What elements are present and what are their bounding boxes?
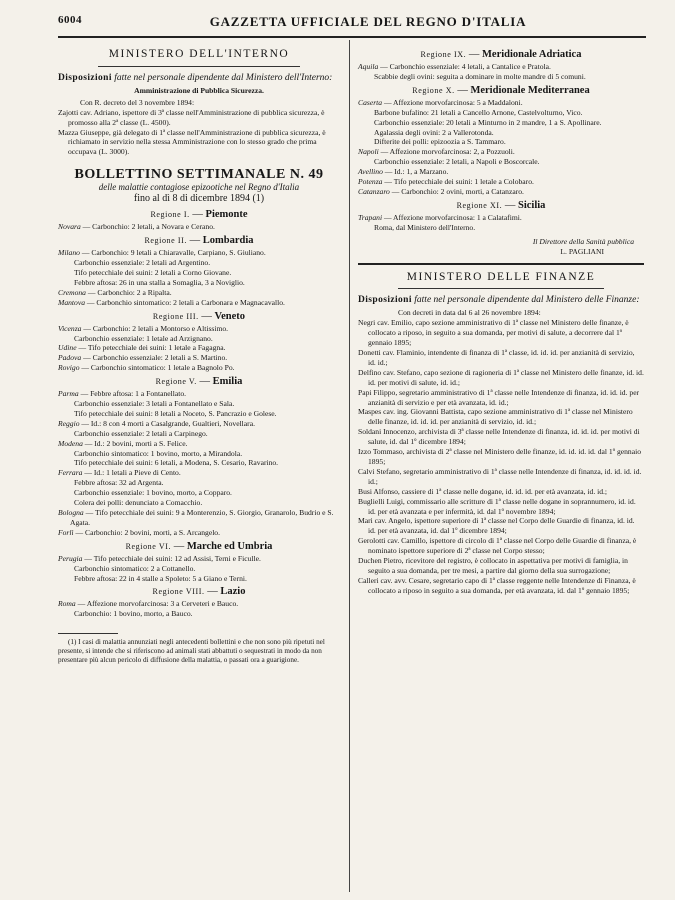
- disposizioni-heading: Disposizioni fatte nel personale dipendente dal Ministero dell'Interno:: [58, 72, 333, 83]
- region-heading: Regione XI. — Sicilia: [456, 199, 546, 211]
- admin-title: Amministrazione di Pubblica Sicurezza.: [134, 85, 264, 95]
- province-subentry: Carbonchio essenziale: 20 letali a Minturno in 2 mandre, 1 a S. Apollinare.: [374, 117, 602, 127]
- ministry-interno-heading: MINISTERO DELL'INTERNO: [108, 48, 290, 60]
- right-regions: [358, 49, 644, 233]
- bulletin-date: fino al dì 8 di dicembre 1894 (1): [133, 193, 265, 205]
- gazette-page: [58, 10, 646, 890]
- ministry-finanze-heading: MINISTERO DELLE FINANZE: [406, 270, 596, 283]
- province-entry: Vicenza — Carbonchio: 2 letali a Montorso e Altissimo.: [58, 323, 229, 333]
- disposizioni-finanze-heading: Disposizioni fatte nel personale dipendente dal Ministero delle Finanze:: [358, 295, 640, 306]
- province-subentry: Febbre aftosa: 26 in una stalla a Somaglia, 3 a Noviglio.: [74, 277, 245, 287]
- region-heading: Regione VIII. — Lazio: [152, 586, 246, 598]
- province-entry: Rovigo — Carbonchio sintomatico: 1 letale a Bagnolo Po.: [58, 363, 235, 373]
- province-subentry: Tifo petecchiale dei suini: 2 letali a Corno Giovane.: [74, 267, 232, 277]
- province-entry: Milano — Carbonchio: 9 letali a Chiaravalle, Carpiano, S. Giuliano.: [58, 248, 266, 258]
- region-heading: Regione I. — Piemonte: [150, 209, 248, 221]
- province-subentry: Scabbie degli ovini: seguita a dominare in molte mandre di 5 comuni.: [374, 71, 586, 81]
- finance-entry: Izzo Tommaso, archivista di 2ª classe nel Ministero delle finanze, id. id. id. id. dal 1º gennaio 1895;: [358, 447, 641, 466]
- province-entry: Ferrara — Id.: 1 letali a Pieve di Cento.: [58, 468, 181, 478]
- province-subentry: Febbre aftosa: 32 ad Argenta.: [74, 478, 164, 488]
- province-entry: Cremona — Carbonchio: 2 a Ripalta.: [58, 287, 172, 297]
- province-entry: Perugia — Tifo petecchiale dei suini: 12 ad Assisi, Terni e Ficulle.: [58, 553, 261, 563]
- right-column: [358, 46, 644, 596]
- finance-entry: Duchen Pietro, ricevitore del registro, è collocato in aspettativa per motivi di famiglia, in seguito a sua domanda, per tre mesi, a partire dal giorno della sua surrogazione;: [358, 556, 628, 575]
- province-subentry: Carbonchio essenziale: 2 letali ad Argentino.: [74, 258, 211, 268]
- page-header: [58, 10, 646, 38]
- bulletin-title: BOLLETTINO SETTIMANALE N. 49: [74, 167, 324, 183]
- province-subentry: Roma, dal Ministero dell'Interno.: [374, 222, 476, 232]
- finance-entries: [358, 318, 644, 595]
- divider: [398, 288, 604, 289]
- province-subentry: Tifo petecchiale dei suini: 8 letali a Noceto, S. Pancrazio e Golese.: [74, 408, 277, 418]
- admin-entry: Mazza Giuseppe, già delegato di 1ª classe nell'Amministrazione di pubblica sicurezza, è richiamato in servizio nella stessa Amministrazione con lo stesso grado che prima occupava (L. 3000).: [58, 127, 326, 157]
- footnote-rule: [58, 633, 118, 634]
- province-subentry: Carbonchio: 1 bovino, morto, a Bauco.: [74, 609, 193, 619]
- column-divider: [349, 40, 350, 892]
- finance-entry: Gerolotti cav. Camillo, ispettore di circolo di 1ª classe nel Corpo delle Guardie di finanza, è nominato ispettore superiore di 2ª classe nel Corpo stesso;: [358, 536, 637, 556]
- region-heading: Regione V. — Emilia: [155, 376, 243, 388]
- signature-title: Il Direttore della Sanità pubblica: [532, 236, 634, 246]
- divider: [98, 66, 300, 67]
- finance-entry: Mari cav. Angelo, ispettore superiore di 1ª classe nel Corpo delle Guardie di finanza, id. id. id. per età avanzata, id. dal 1º dicembre 1894;: [358, 516, 635, 536]
- footnote: (1) I casi di malattia annunziati negli antecedenti bollettini e che non sono più ripetuti nel presente, si intende che si riferiscono ad animali stati abbattuti o sequestrati in modo da non presentare più alcun pericolo di diffusione della malattia, o passati ora a guarigione.: [58, 638, 325, 665]
- province-entry: Napoli — Affezione morvofarcinosa: 2, a Pozzuoli.: [358, 147, 515, 157]
- finance-entry: Soldani Innocenzo, archivista di 3ª classe nelle Intendenze di finanza, id. id. id. per motivi di salute, id. dal 1º dicembre 1894;: [358, 427, 640, 447]
- province-entry: Caserta — Affezione morvofarcinosa: 5 a Maddaloni.: [358, 97, 523, 107]
- province-entry: Bologna — Tifo petecchiale dei suini: 9 a Monterenzio, S. Giorgio, Granarolo, Budrio e S. Agata.: [58, 508, 334, 527]
- gazette-title: GAZZETTA UFFICIALE DEL REGNO D'ITALIA: [209, 14, 527, 29]
- finance-entry: Calleri cav. avv. Cesare, segretario capo di 1ª classe reggente nelle Intendenze di Finanza, è collocato a riposo in seguito a sua domanda, per età avanzata, id. dal 1º gennaio 1895;: [358, 575, 636, 595]
- province-subentry: Colera dei polli: denunciato a Comacchio.: [74, 498, 203, 508]
- page-number: 6004: [58, 14, 82, 26]
- province-entry: Avellino — Id.: 1, a Marzano.: [358, 167, 449, 177]
- region-heading: Regione VI. — Marche ed Umbria: [125, 540, 273, 552]
- province-subentry: Carbonchio sintomatico: 2 a Cottanello.: [74, 563, 196, 573]
- finance-entry: Calvi Stefano, segretario amministrativo di 1ª classe nelle Intendenze di finanza, id. id. id. id. id.;: [358, 466, 642, 486]
- province-entry: Mantova — Carbonchio sintomatico: 2 letali a Carbonara e Magnacavallo.: [58, 297, 285, 307]
- finance-entry: Buglielli Luigi, commissario alle scritture di 1ª classe nelle dogane in soprannumero, id. id. id. per età avanzata e per infermità, id. dal 1º novembre 1894;: [358, 496, 636, 516]
- province-entry: Potenza — Tifo petecchiale dei suini: 1 letale a Colobaro.: [358, 177, 534, 187]
- province-entry: Parma — Febbre aftosa: 1 a Fontanellato.: [58, 389, 187, 399]
- finance-entry: Donetti cav. Flaminio, intendente di finanza di 1ª classe, id. id. id. per anzianità di servizio, id. id.;: [358, 348, 635, 367]
- province-entry: Catanzaro — Carbonchio: 2 ovini, morti, a Catanzaro.: [358, 186, 524, 196]
- province-entry: Udine — Tifo petecchiale dei suini: 1 letale a Fagagna.: [58, 343, 226, 353]
- province-entry: Padova — Carbonchio essenziale: 2 letali a S. Martino.: [58, 353, 228, 363]
- section-separator: [358, 263, 644, 265]
- finance-entry: Maspes cav. ing. Giovanni Battista, capo sezione amministrativo di 1ª classe nel Ministero delle finanze, id. id. id. per anzianità di servizio, id. id.;: [358, 407, 633, 427]
- province-subentry: Carbonchio essenziale: 1 letale ad Arzignano.: [74, 333, 213, 343]
- region-heading: Regione II. — Lombardia: [144, 235, 254, 247]
- province-subentry: Carbonchio essenziale: 2 letali a Carpinego.: [74, 428, 208, 438]
- province-subentry: Tifo petecchiale dei suini: 6 letali, a Modena, S. Cesario, Ravarino.: [74, 458, 279, 468]
- province-entry: Roma — Affezione morvofarcinosa: 3 a Cerveteri e Bauco.: [58, 599, 239, 609]
- province-subentry: Carbonchio essenziale: 2 letali, a Napoli e Boscorcale.: [374, 157, 540, 167]
- province-subentry: Barbone bufalino: 21 letali a Cancello Arnone, Castelvolturno, Vico.: [374, 107, 583, 117]
- province-entry: Reggio — Id.: 8 con 4 morti a Casalgrande, Gualtieri, Novellara.: [58, 418, 255, 428]
- province-entry: Modena — Id.: 2 bovini, morti a S. Felice.: [58, 438, 188, 448]
- province-subentry: Febbre aftosa: 22 in 4 stalle a Spoleto: 5 a Giano e Terni.: [74, 573, 247, 583]
- province-subentry: Carbonchio essenziale: 1 bovino, morto, a Copparo.: [74, 488, 232, 498]
- province-subentry: Agalassia degli ovini: 2 a Vallerotonda.: [374, 127, 494, 137]
- province-subentry: Difterite dei polli: epizoozia a S. Tammaro.: [374, 137, 506, 147]
- province-subentry: Carbonchio sintomatico: 1 bovino, morto, a Mirandola.: [74, 448, 243, 458]
- admin-entry: Zajotti cav. Adriano, ispettore di 3ª classe nell'Amministrazione di pubblica sicurezza, è promosso alla 2ª classe (L. 4500).: [58, 107, 325, 127]
- decree-intro: Con decreti in data dal 6 al 26 novembre 1894:: [398, 308, 541, 318]
- region-heading: Regione IX. — Meridionale Adriatica: [420, 49, 582, 60]
- finance-entry: Delfino cav. Stefano, capo sezione di ragioneria di 1ª classe nel Ministero delle finanze, id. id. id. per motivi di salute, id. id.;: [358, 367, 644, 387]
- admin-date: Con R. decreto del 3 novembre 1894:: [80, 97, 195, 107]
- province-entry: Trapani — Affezione morvofarcinosa: 1 a Calatafimi.: [358, 212, 522, 222]
- province-entry: Aquila — Carbonchio essenziale: 4 letali, a Cantalice e Pratola.: [358, 62, 551, 71]
- finance-entry: Busi Alfonso, cassiere di 1ª classe nelle dogane, id. id. id. per età avanzata, id. id.;: [358, 486, 608, 496]
- region-heading: Regione X. — Meridionale Mediterranea: [412, 84, 590, 96]
- province-subentry: Carbonchio essenziale: 3 letali a Fontanellato e Sala.: [74, 399, 235, 409]
- region-heading: Regione III. — Veneto: [152, 310, 246, 322]
- left-regions: [58, 209, 340, 619]
- finance-entry: Negri cav. Emilio, capo sezione amministrativo di 1ª classe nel Ministero delle finanze, è collocato a riposo, in seguito a sua domanda, per motivi di salute, a decorrere dal 1º gennaio 1895;: [358, 318, 629, 348]
- signature-name: L. PAGLIANI: [560, 246, 604, 256]
- province-entry: Forlì — Carbonchio: 2 bovini, morti, a S. Arcangelo.: [58, 527, 220, 537]
- left-column: [58, 46, 340, 665]
- province-entry: Novara — Carbonchio: 2 letali, a Novara e Cerano.: [58, 222, 215, 232]
- bulletin-subtitle: delle malattie contagiose epizootiche nel Regno d'Italia: [98, 182, 300, 193]
- finance-entry: Papi Filippo, segretario amministrativo di 1ª classe nelle Intendenze di finanza, id. id. id. per anzianità di servizio e per età avanzata, id. id.;: [358, 387, 640, 407]
